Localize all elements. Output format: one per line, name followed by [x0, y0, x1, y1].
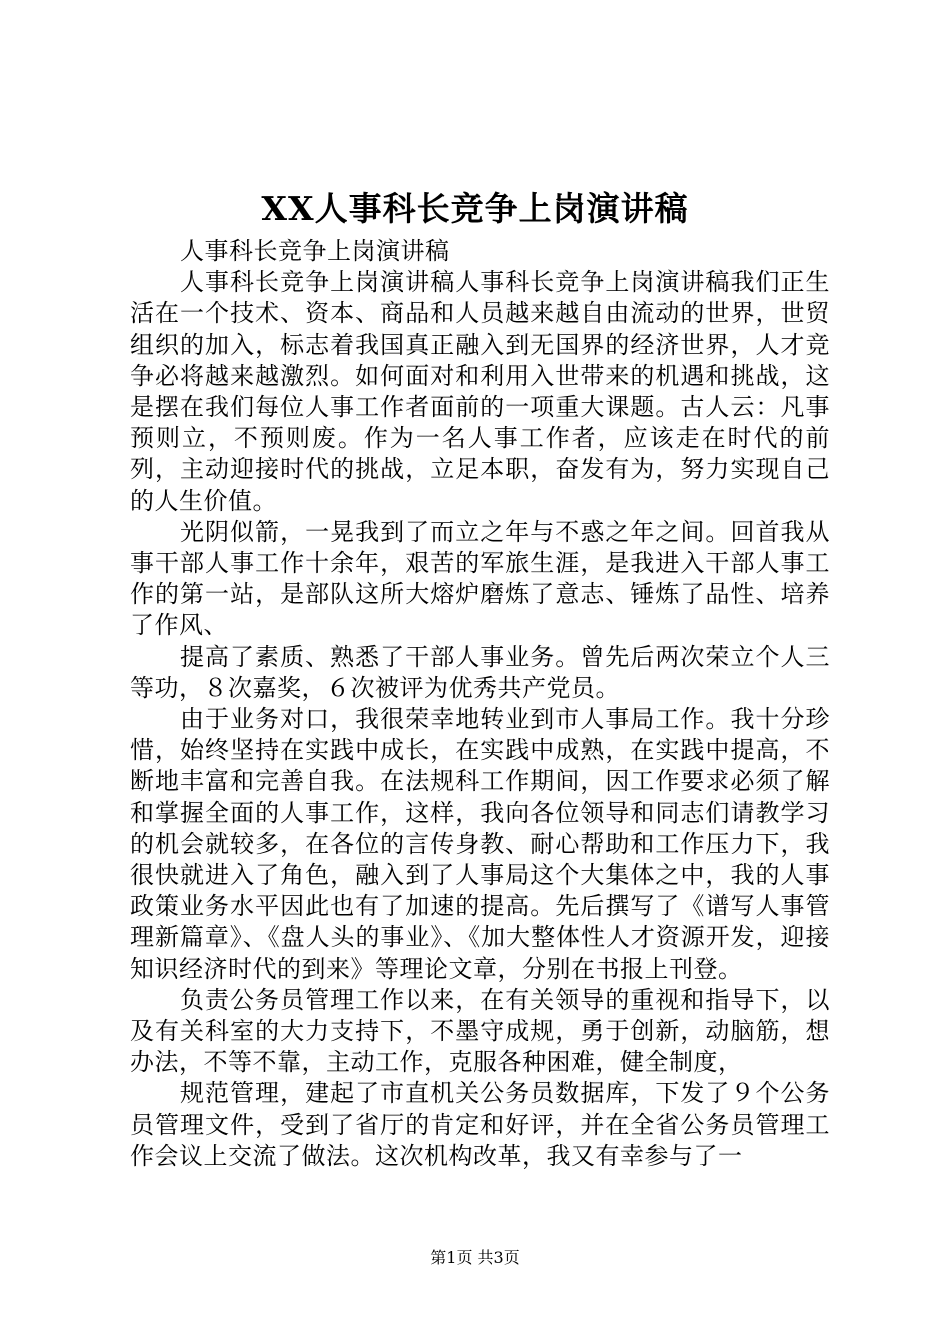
paragraph: 由于业务对口，我很荣幸地转业到市人事局工作。我十分珍惜，始终坚持在实践中成长，在实践中成熟，在实践中提高，不断地丰富和完善自我。在法规科工作期间，因工作要求必须了解和掌握全面的人事工作，这样，我向各位领导和同志们请教学习的机会就较多，在各位的言传身教、耐心帮助和工作压力下，我很快就进入了角色，融入到了人事局这个大集体之中，我的人事政策业务水平因此也有了加速的提高。先后撰写了《谱写人事管理新篇章》、《盘人头的事业》、《加大整体性人才资源开发，迎接知识经济时代的到来》等理论文章，分别在书报上刊登。: [130, 705, 830, 983]
paragraph: 规范管理，建起了市直机关公务员数据库，下发了９个公务员管理文件，受到了省厅的肯定和好评，并在全省公务员管理工作会议上交流了做法。这次机构改革，我又有幸参与了一: [130, 1079, 830, 1170]
paragraph: 光阴似箭，一晃我到了而立之年与不惑之年之间。回首我从事干部人事工作十余年，艰苦的军旅生涯，是我进入干部人事工作的第一站，是部队这所大熔炉磨炼了意志、锤炼了品性、培养了作风、: [130, 517, 830, 640]
page-footer: 第1页 共3页: [430, 1248, 520, 1267]
paragraph: 人事科长竞争上岗演讲稿人事科长竞争上岗演讲稿我们正生活在一个技术、资本、商品和人员越来越自由流动的世界，世贸组织的加入，标志着我国真正融入到无国界的经济世界，人才竞争必将越来越激烈。如何面对和利用入世带来的机遇和挑战，这是摆在我们每位人事工作者面前的一项重大课题。古人云：凡事预则立，不预则废。作为一名人事工作者，应该走在时代的前列，主动迎接时代的挑战，立足本职，奋发有为，努力实现自己的人生价值。: [130, 268, 830, 515]
paragraph: 负责公务员管理工作以来，在有关领导的重视和指导下，以及有关科室的大力支持下，不墨守成规，勇于创新，动脑筋，想办法，不等不靠，主动工作，克服各种困难，健全制度，: [130, 985, 830, 1077]
document-body: [130, 236, 830, 1172]
paragraph: 人事科长竞争上岗演讲稿: [180, 237, 450, 265]
document-title: XX人事科长竞争上岗演讲稿: [261, 189, 689, 228]
paragraph: 提高了素质、熟悉了干部人事业务。曾先后两次荣立个人三等功，８次嘉奖，６次被评为优秀共产党员。: [130, 642, 830, 702]
